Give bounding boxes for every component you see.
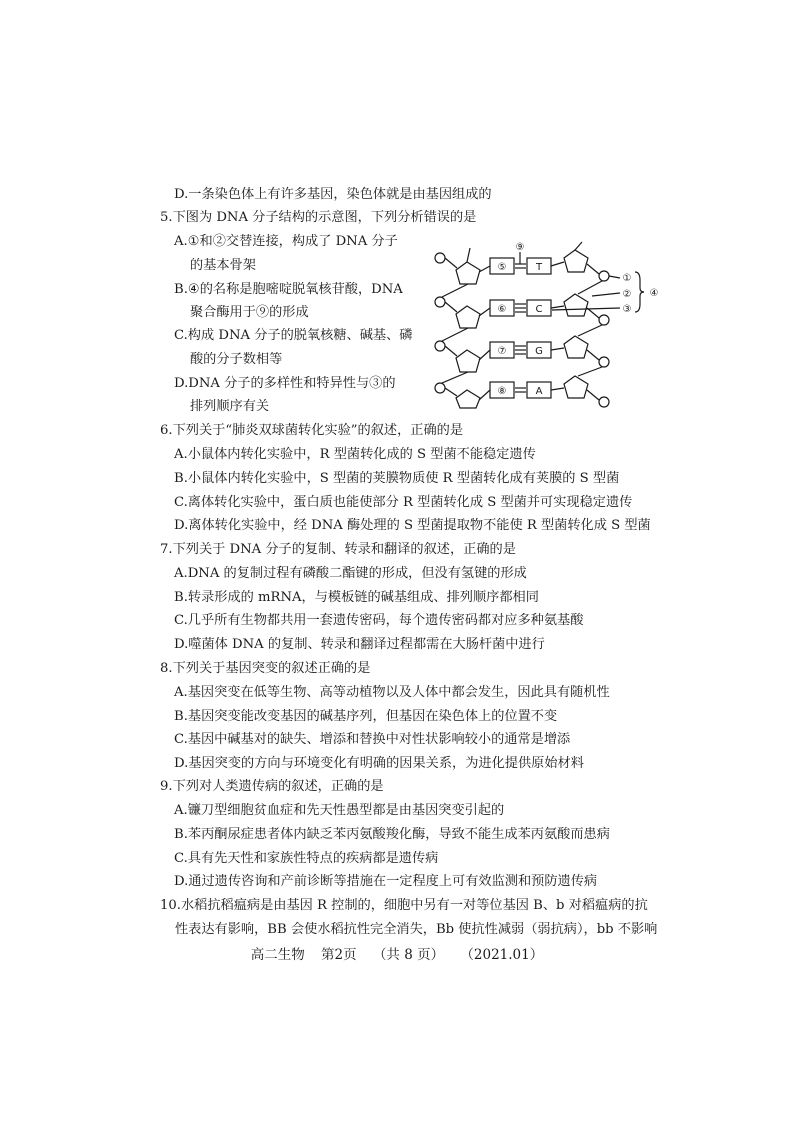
- base-right-3: G: [535, 346, 543, 357]
- q10-stem-cont: 性表达有影响，BB 会使水稻抗性完全消失，Bb 使抗性减弱（弱抗病），bb 不影响: [175, 922, 658, 937]
- phosphate-circle: [435, 341, 445, 351]
- q5-option-a-cont: 的基本骨架: [190, 258, 256, 273]
- q8-stem: 8.下列关于基因突变的叙述正确的是: [160, 661, 371, 676]
- q6-option-c: C.离体转化实验中，蛋白质也能使部分 R 型菌转化成 S 型菌并可实现稳定遗传: [174, 495, 633, 510]
- q7-option-a: A.DNA 的复制过程有磷酸二酯键的形成，但没有氢键的形成: [174, 566, 527, 581]
- phosphate-circle: [435, 253, 445, 263]
- footer-subject: 高二生物: [250, 947, 305, 963]
- q9-stem: 9.下列对人类遗传病的叙述，正确的是: [160, 779, 384, 794]
- brace-label: ④: [649, 288, 659, 299]
- q8-option-c: C.基因中碱基对的缺失、增添和替换中对性状影响较小的通常是增添: [174, 732, 571, 747]
- q5-option-c: C.构成 DNA 分子的脱氧核糖、碱基、磷: [174, 328, 413, 343]
- base-right-1: T: [535, 262, 543, 273]
- sugar-pentagon: [456, 390, 480, 408]
- base-label-left-3: ⑦: [497, 346, 507, 357]
- q10-stem: 10.水稻抗稻瘟病是由基因 R 控制的，细胞中另有一对等位基因 B、b 对稻瘟病的抗: [160, 898, 648, 913]
- base-label-left-4: ⑧: [497, 386, 507, 397]
- q5-option-c-cont: 酸的分子数相等: [190, 352, 283, 367]
- q7-option-d: D.噬菌体 DNA 的复制、转录和翻译过程都需在大肠杆菌中进行: [174, 637, 545, 652]
- footer-date: （2021.01）: [460, 947, 544, 963]
- phosphate-circle: [435, 297, 445, 307]
- footer-total: （共 8 页）: [372, 947, 445, 963]
- q7-option-c: C.几乎所有生物都共用一套遗传密码，每个遗传密码都对应多种氨基酸: [174, 613, 584, 628]
- q8-option-b: B.基因突变能改变基因的碱基序列，但基因在染色体上的位置不变: [174, 709, 558, 724]
- q6-option-b: B.小鼠体内转化实验中，S 型菌的荚膜物质使 R 型菌转化成有荚膜的 S 型菌: [174, 471, 620, 486]
- q5-option-a: A.①和②交替连接，构成了 DNA 分子: [174, 234, 398, 249]
- q6-option-d: D.离体转化实验中，经 DNA 酶处理的 S 型菌提取物不能使 R 型菌转化成 S 型菌: [174, 518, 651, 533]
- phosphate-circle: [599, 357, 609, 367]
- q6-stem: 6.下列关于“肺炎双球菌转化实验”的叙述，正确的是: [160, 423, 464, 438]
- dna-structure-diagram: [432, 240, 672, 410]
- q7-option-b: B.转录形成的 mRNA，与模板链的碱基组成、排列顺序都相同: [174, 590, 539, 605]
- callout-label-3: ③: [622, 304, 632, 315]
- base-right-4: A: [535, 386, 543, 397]
- q5-option-d-cont: 排列顺序有关: [190, 399, 270, 414]
- q9-option-c: C.具有先天性和家族性特点的疾病都是遗传病: [174, 851, 439, 866]
- q8-option-d: D.基因突变的方向与环境变化有明确的因果关系，为进化提供原始材料: [174, 756, 584, 771]
- q8-option-a: A.基因突变在低等生物、高等动植物以及人体中都会发生，因此具有随机性: [174, 685, 610, 700]
- hydrogen-bond-label: ⑨: [515, 242, 525, 253]
- sugar-pentagon: [564, 336, 588, 358]
- callout-label-2: ②: [622, 289, 632, 300]
- q6-option-a: A.小鼠体内转化实验中，R 型菌转化成的 S 型菌不能稳定遗传: [174, 447, 536, 462]
- page-footer: [0, 946, 794, 964]
- callout-label-1: ①: [622, 273, 632, 284]
- base-label-left-1: ⑤: [497, 262, 507, 273]
- q5-option-b-cont: 聚合酶用于⑨的形成: [190, 305, 309, 320]
- q5-option-b: B.④的名称是胞嘧啶脱氧核苷酸，DNA: [174, 282, 403, 297]
- sugar-pentagon: [564, 250, 588, 272]
- q9-option-b: B.苯丙酮尿症患者体内缺乏苯丙氨酸羧化酶，导致不能生成苯丙氨酸而患病: [174, 827, 610, 842]
- phosphate-circle: [599, 397, 609, 407]
- q4-option-d: D.一条染色体上有许多基因，染色体就是由基因组成的: [174, 187, 492, 202]
- sugar-pentagon: [564, 376, 588, 398]
- sugar-pentagon: [564, 294, 588, 316]
- base-label-left-2: ⑥: [497, 304, 507, 315]
- phosphate-circle: [435, 383, 445, 393]
- sugar-pentagon: [456, 350, 480, 372]
- base-right-2: C: [535, 304, 543, 315]
- footer-page: 第2页: [321, 947, 357, 963]
- q9-option-a: A.镰刀型细胞贫血症和先天性愚型都是由基因突变引起的: [174, 803, 505, 818]
- q7-stem: 7.下列关于 DNA 分子的复制、转录和翻译的叙述，正确的是: [160, 542, 516, 557]
- q9-option-d: D.通过遗传咨询和产前诊断等措施在一定程度上可有效监测和预防遗传病: [174, 874, 598, 889]
- q5-stem: 5.下图为 DNA 分子结构的示意图，下列分析错误的是: [160, 210, 477, 225]
- phosphate-circle: [599, 271, 609, 281]
- q5-option-d: D.DNA 分子的多样性和特异性与③的: [174, 376, 396, 391]
- sugar-pentagon: [456, 262, 480, 284]
- sugar-pentagon: [456, 306, 480, 328]
- phosphate-circle: [599, 315, 609, 325]
